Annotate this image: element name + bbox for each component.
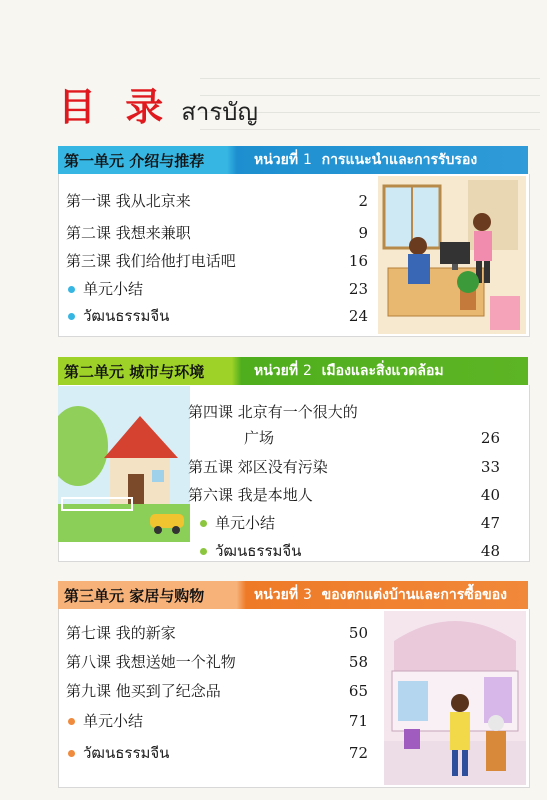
unit-1-title-th: หน่วยที่ 1 การแนะนำและการรับรอง <box>254 152 478 168</box>
unit-2-summary-link[interactable]: 单元小结 <box>200 512 275 534</box>
unit-2-title-th: หน่วยที่ 2 เมืองและสิ่งแวดล้อม <box>254 363 444 379</box>
bullet-icon <box>68 750 75 757</box>
unit-3-summary-link[interactable]: 单元小结 <box>68 710 143 732</box>
unit-2-header <box>58 357 528 385</box>
unit-1-culture-page: 24 <box>348 307 368 325</box>
unit-1-header <box>58 146 528 174</box>
bullet-icon <box>200 520 207 527</box>
bullet-icon <box>200 548 207 555</box>
lesson-6-link[interactable]: 第六课 我是本地人 <box>188 486 313 504</box>
bullet-icon <box>68 313 75 320</box>
unit-3-title-cn: 第三单元 家居与购物 <box>64 586 205 605</box>
shopping-illustration <box>384 611 526 785</box>
unit-3-culture-page: 72 <box>348 744 368 762</box>
lesson-8-page: 58 <box>348 653 368 671</box>
unit-2-summary-page: 47 <box>480 514 500 532</box>
lesson-2-page: 9 <box>358 224 368 242</box>
unit-3-summary-page: 71 <box>348 712 368 730</box>
unit-2-title-cn: 第二单元 城市与环境 <box>64 362 205 381</box>
bullet-icon <box>68 718 75 725</box>
unit-2-culture-page: 48 <box>480 542 500 560</box>
title-chinese: 目 录 <box>58 85 172 129</box>
unit-1-summary-link[interactable]: 单元小结 <box>68 278 143 300</box>
unit-1-summary-page: 23 <box>348 280 368 298</box>
lesson-1-link[interactable]: 第一课 我从北京来 <box>66 192 191 210</box>
bullet-icon <box>68 286 75 293</box>
lesson-4-link[interactable]: 第四课 北京有一个很大的 <box>188 403 358 421</box>
lesson-7-page: 50 <box>348 624 368 642</box>
office-illustration <box>378 176 526 334</box>
lesson-5-page: 33 <box>480 458 500 476</box>
lesson-4-link-cont[interactable]: 广场 <box>244 429 275 447</box>
lesson-7-link[interactable]: 第七课 我的新家 <box>66 624 176 642</box>
page-title <box>58 76 258 129</box>
lesson-9-link[interactable]: 第九课 他买到了纪念品 <box>66 682 221 700</box>
lesson-3-page: 16 <box>348 252 368 270</box>
unit-2-culture-link[interactable]: วัฒนธรรมจีน <box>200 540 301 562</box>
title-thai: สารบัญ <box>181 98 258 126</box>
lesson-4-page: 26 <box>480 429 500 447</box>
unit-3-header <box>58 581 528 609</box>
lesson-6-page: 40 <box>480 486 500 504</box>
lesson-3-link[interactable]: 第三课 我们给他打电话吧 <box>66 252 236 270</box>
house-illustration <box>58 386 190 542</box>
lesson-1-page: 2 <box>358 192 368 210</box>
lesson-9-page: 65 <box>348 682 368 700</box>
unit-1-title-cn: 第一单元 介绍与推荐 <box>64 151 205 170</box>
unit-1-culture-link[interactable]: วัฒนธรรมจีน <box>68 305 169 327</box>
lesson-8-link[interactable]: 第八课 我想送她一个礼物 <box>66 653 236 671</box>
unit-3-culture-link[interactable]: วัฒนธรรมจีน <box>68 742 169 764</box>
lesson-5-link[interactable]: 第五课 郊区没有污染 <box>188 458 328 476</box>
lesson-2-link[interactable]: 第二课 我想来兼职 <box>66 224 191 242</box>
unit-3-title-th: หน่วยที่ 3 ของตกแต่งบ้านและการซื้อของ <box>254 587 507 603</box>
